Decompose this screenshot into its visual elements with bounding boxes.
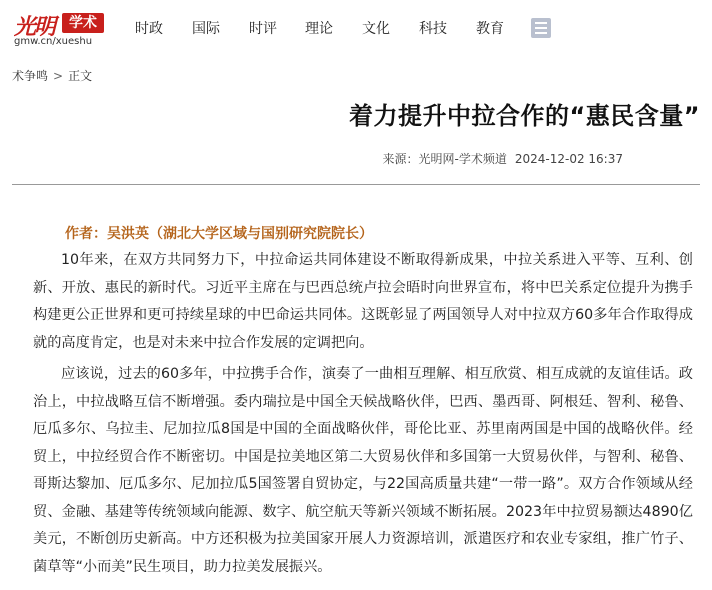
logo-guangming-text: 光明 — [14, 14, 55, 40]
breadcrumb-separator: > — [53, 69, 64, 83]
nav-item-keji[interactable]: 科技 — [419, 21, 447, 37]
article-datetime: 2024-12-02 16:37 — [514, 152, 623, 166]
breadcrumb-current: 正文 — [68, 69, 93, 83]
nav-item-shizheng[interactable]: 时政 — [135, 21, 163, 37]
site-logo[interactable] — [12, 6, 104, 50]
nav-item-wenhua[interactable]: 文化 — [362, 21, 390, 37]
article-author: 作者：吴洪英（湖北大学区域与国别研究院院长） — [65, 226, 373, 242]
article-source: 来源：光明网-学术频道 — [382, 152, 507, 166]
menu-icon-bar — [535, 22, 547, 24]
article-paragraph: 应该说，过去的60多年，中拉携手合作，演奏了一曲相互理解、相互欣赏、相互成就的友谊佳话。政治上，中拉战略互信不断增强。委内瑞拉是中国全天候战略伙伴，巴西、墨西哥、阿根廷、智利、秘鲁、厄瓜多尔、乌拉圭、尼加拉瓜8国是中国的全面战略伙伴，哥伦比亚、苏里南两国是中国的战略伙伴。经贸上，中拉经贸合作不断密切。中国是拉美地区第二大贸易伙伴和多国第一大贸易伙伴，与智利、秘鲁、哥斯达黎加、厄瓜多尔、尼加拉瓜5国签署自贸协定，与22国高质量共建“一带一路”。双方合作领域从经贸、金融、基建等传统领域向能源、数字、航空航天等新兴领域不断拓展。2023年中拉贸易额达4890亿美元，不断创历史新高。中方还积极为拉美国家开展人力资源培训，派遣医疗和农业专家组，推广竹子、菌草等“小而美”民生项目，助力拉美发展振兴。 — [33, 366, 693, 575]
divider — [12, 184, 700, 185]
article-paragraph: 10年来，在双方共同努力下，中拉命运共同体建设不断取得新成果，中拉关系进入平等、互利、创新、开放、惠民的新时代。习近平主席在与巴西总统卢拉会晤时向世界宣布，将中巴关系定位提升为携手构建更公正世界和更可持续星球的中巴命运共同体。这既彰显了两国领导人对中拉双方60多年合作取得成就的高度肯定，也是对未来中拉合作发展的定调把向。 — [33, 252, 693, 351]
menu-icon-bar — [535, 27, 547, 29]
logo-xueshu-badge: 学术 — [62, 13, 104, 33]
nav-item-shiping[interactable]: 时评 — [249, 21, 277, 37]
article-title: 着力提升中拉合作的“惠民含量” — [348, 102, 700, 130]
menu-icon-bar — [535, 32, 547, 34]
nav-item-guoji[interactable]: 国际 — [192, 21, 220, 37]
logo-url: gmw.cn/xueshu — [14, 36, 93, 47]
article-meta — [383, 150, 623, 167]
breadcrumb-section-link[interactable]: 术争鸣 — [12, 69, 49, 83]
menu-icon[interactable] — [531, 18, 551, 38]
nav-item-lilun[interactable]: 理论 — [305, 21, 333, 37]
breadcrumb — [12, 67, 92, 84]
site-header — [0, 0, 712, 60]
nav-item-jiaoyu[interactable]: 教育 — [476, 21, 504, 37]
